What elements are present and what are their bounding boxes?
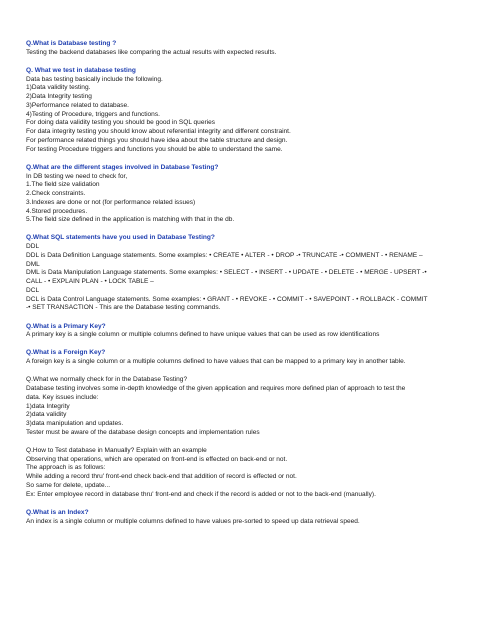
- answer-line: Observing that operations, which are operated on front-end is effected on back-end or not.: [26, 455, 288, 463]
- answer-line: Database testing involves some in-depth knowledge of the given application and requires more defined plan of approach to test the: [26, 385, 406, 393]
- answer-line: A foreign key is a single column or a multiple columns defined to have values that can be mapped to a primary key in another table.: [26, 358, 406, 366]
- answer-line: 3)Performance related to database.: [26, 101, 129, 109]
- answer-line: DDL: [26, 243, 40, 251]
- answer-line: DCL is Data Control Language statements. Some examples: • GRANT - • REVOKE - • COMMIT - • SAVEPOINT - • ROLLBACK - COMMIT: [26, 295, 428, 303]
- qa-section: [26, 376, 472, 437]
- answer-line: For testing Procedure triggers and functions you should be able to understand the same.: [26, 145, 283, 153]
- answer-line: 4.Stored procedures.: [26, 207, 88, 215]
- question-heading: Q.What is a Foreign Key?: [26, 349, 106, 357]
- question-heading: Q.What is Database testing ?: [26, 40, 117, 47]
- answer-line: 2.Check constraints.: [26, 190, 86, 198]
- question-heading: Q.What are the different stages involved in Database Testing?: [26, 163, 219, 171]
- question-heading: Q.What is an Index?: [26, 508, 89, 516]
- answer-line: 5.The field size defined in the application is matching with that in the db.: [26, 216, 235, 224]
- answer-line: 1)data Integrity: [26, 402, 70, 410]
- answer-line: While adding a record thru' front-end check back-end that addition of record is effected or not.: [26, 473, 297, 481]
- qa-section: [26, 40, 472, 58]
- answer-line: In DB testing we need to check for,: [26, 172, 128, 180]
- answer-line: 1.The field size validation: [26, 181, 100, 189]
- qa-section: [26, 67, 472, 155]
- question-heading: Q.How to Test database in Manually? Explain with an example: [26, 446, 207, 454]
- answer-line: For data integrity testing you should know about referential integrity and different constraint.: [26, 128, 291, 136]
- qa-section: [26, 234, 472, 313]
- answer-line: A primary key is a single column or multiple columns defined to have unique values that can be used as row identifications: [26, 331, 380, 339]
- answer-line: 3)data manipulation and updates.: [26, 420, 124, 428]
- answer-line: DML: [26, 260, 40, 268]
- answer-line: Testing the backend databases like comparing the actual results with expected results.: [26, 48, 277, 56]
- answer-line: DDL is Data Definition Language statements. Some examples: • CREATE • ALTER - • DROP -• TRUNCATE -• COMMENT - • RENAME –: [26, 251, 423, 259]
- answer-line: CALL - • EXPLAIN PLAN - • LOCK TABLE –: [26, 278, 154, 286]
- answer-line: Data bas testing basically include the following.: [26, 75, 163, 83]
- qa-section: [26, 509, 472, 527]
- answer-line: DML is Data Manipulation Language statements. Some examples: • SELECT - • INSERT - • UPDATE - • DELETE - • MERGE - UPSERT -•: [26, 269, 427, 277]
- answer-line: 2)Data Integrity testing: [26, 93, 92, 101]
- qa-section: [26, 349, 472, 367]
- answer-line: 3.Indexes are done or not (for performance related issues): [26, 198, 196, 206]
- answer-line: DCL: [26, 286, 40, 294]
- answer-line: Ex: Enter employee record in database thru' front-end and check if the record is added or not to the back-end (manually).: [26, 490, 376, 498]
- question-heading: Q. What we test in database testing: [26, 66, 136, 74]
- answer-line: Tester must be aware of the database design concepts and implementation rules: [26, 428, 260, 436]
- qa-section: [26, 164, 472, 225]
- answer-line: For doing data validity testing you should be good in SQL queries: [26, 119, 216, 127]
- answer-line: So same for delete, update...: [26, 481, 111, 489]
- answer-line: For performance related things you should have idea about the table structure and design.: [26, 136, 288, 144]
- answer-line: 4)Testing of Procedure, triggers and functions.: [26, 110, 160, 118]
- answer-line: 1)Data validity testing.: [26, 84, 91, 92]
- document-page: [26, 40, 472, 536]
- answer-line: data. Key issues include:: [26, 393, 99, 401]
- question-heading: Q.What we normally check for in the Database Testing?: [26, 376, 188, 384]
- qa-section: [26, 447, 472, 500]
- answer-line: -• SET TRANSACTION - This are the Database testing commands.: [26, 304, 221, 312]
- qa-section: [26, 323, 472, 341]
- answer-line: 2)data validity: [26, 411, 67, 419]
- question-heading: Q.What SQL statements have you used in Database Testing?: [26, 234, 215, 242]
- answer-line: An index is a single column or multiple columns defined to have values pre-sorted to speed up data retrieval speed.: [26, 517, 360, 525]
- answer-line: The approach is as follows:: [26, 464, 106, 472]
- question-heading: Q.What is a Primary Key?: [26, 322, 106, 330]
